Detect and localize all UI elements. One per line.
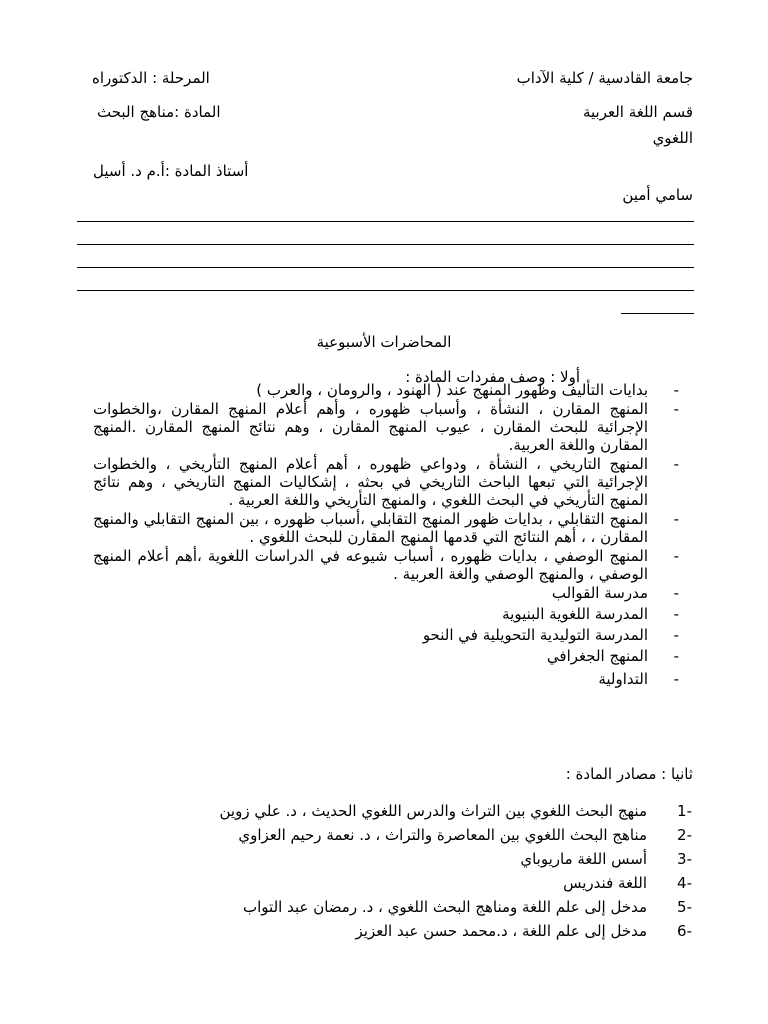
list-item bbox=[92, 919, 692, 943]
list-item bbox=[92, 871, 692, 895]
page-title: المحاضرات الأسبوعية bbox=[316, 333, 452, 351]
topics-list bbox=[93, 381, 693, 691]
list-item-text: مدخل إلى علم اللغة ومناهج البحث اللغوي ، د. رمضان عبد التواب bbox=[243, 898, 647, 916]
list-item bbox=[93, 510, 693, 546]
rule-line bbox=[77, 221, 694, 222]
section2-heading: ثانيا : مصادر المادة : bbox=[565, 765, 693, 783]
bullet-dash: - bbox=[673, 647, 679, 665]
sources-list bbox=[92, 799, 692, 943]
stage-label: المرحلة : الدكتوراه bbox=[92, 69, 210, 87]
item-number: 2- bbox=[677, 826, 692, 844]
item-number: 6- bbox=[677, 922, 692, 940]
section1-heading: أولا : وصف مفردات المادة : bbox=[405, 368, 580, 386]
list-item-text: المنهج المقارن ، النشأة ، وأسباب ظهوره ، وأهم أعلام المنهج المقارن ،والخطوات الإجرائية للبحث المقارن ، عيوب المنهج المقارن ، وهم نتائج المنهج المقارن .المنهج المقارن واللغة العربية. bbox=[93, 400, 648, 454]
department-line2: اللغوي bbox=[652, 129, 693, 147]
bullet-dash: - bbox=[673, 605, 679, 623]
list-item bbox=[92, 799, 692, 823]
rule-line bbox=[77, 267, 694, 268]
list-item bbox=[93, 400, 693, 454]
list-item bbox=[93, 381, 693, 399]
list-item-text: المنهج التاريخي ، النشأة ، ودواعي ظهوره ، أهم أعلام المنهج التأريخي ، والخطوات الإجرائية التي تبعها الباحث التاريخي في بحثه ، إشكاليات المنهج التاريخي ، وهم نتائج المنهج التأريخي في البحث اللغوي ، والمنهج التأريخي واللغة العربية . bbox=[93, 455, 648, 509]
list-item-text: مناهج البحث اللغوي بين المعاصرة والتراث ، د. نعمة رحيم العزاوي bbox=[238, 826, 647, 844]
list-item-text: المنهج الوصفي ، بدايات ظهوره ، أسباب شيوعه في الدراسات اللغوية ،أهم أعلام المنهج الوصفي ، والمنهج الوصفي والغة العربية . bbox=[93, 547, 648, 583]
item-number: 1- bbox=[677, 802, 692, 820]
list-item bbox=[92, 895, 692, 919]
list-item bbox=[92, 847, 692, 871]
list-item bbox=[93, 605, 693, 623]
list-item-text: أسس اللغة ماريوباي bbox=[520, 850, 647, 868]
bullet-dash: - bbox=[673, 626, 679, 644]
list-item-text: بدايات التأليف وظهور المنهج عند ( الهنود ، والرومان ، والعرب ) bbox=[256, 381, 648, 399]
subject-label: المادة :مناهج البحث bbox=[97, 103, 221, 121]
list-item-text: مدرسة القوالب bbox=[551, 584, 648, 602]
list-item-text: المنهج التقابلي ، بدايات ظهور المنهج التقابلي ،أسباب ظهوره ، بين المنهج التقابلي والمنهج المقارن ، ، أهم النتائج التي قدمها المنهج المقارن للبحث اللغوي . bbox=[93, 510, 648, 546]
item-number: 3- bbox=[677, 850, 692, 868]
list-item-text: اللغة فندريس bbox=[563, 874, 647, 892]
bullet-dash: - bbox=[673, 510, 679, 528]
list-item bbox=[93, 670, 693, 688]
teacher-name: سامي أمين bbox=[622, 186, 693, 204]
rule-line bbox=[77, 290, 694, 291]
list-item bbox=[92, 823, 692, 847]
list-item-text: مدخل إلى علم اللغة ، د.محمد حسن عبد العزيز bbox=[355, 922, 647, 940]
list-item-text: التداولية bbox=[598, 670, 648, 688]
rule-line-short bbox=[621, 313, 694, 314]
list-item-text: المنهج الجغرافي bbox=[546, 647, 648, 665]
list-item-text: المدرسة التوليدية التحويلية في النحو bbox=[422, 626, 648, 644]
list-item-text: منهج البحث اللغوي بين التراث والدرس اللغوي الحديث ، د. علي زوين bbox=[219, 802, 647, 820]
item-number: 4- bbox=[677, 874, 692, 892]
list-item bbox=[93, 647, 693, 665]
list-item-text: المدرسة اللغوية البنيوية bbox=[502, 605, 648, 623]
bullet-dash: - bbox=[673, 400, 679, 418]
teacher-label: أستاذ المادة :أ.م د. أسيل bbox=[93, 162, 249, 180]
bullet-dash: - bbox=[673, 455, 679, 473]
bullet-dash: - bbox=[673, 670, 679, 688]
bullet-dash: - bbox=[673, 584, 679, 602]
bullet-dash: - bbox=[673, 381, 679, 399]
list-item bbox=[93, 626, 693, 644]
item-number: 5- bbox=[677, 898, 692, 916]
list-item bbox=[93, 584, 693, 602]
rule-line bbox=[77, 244, 694, 245]
list-item bbox=[93, 455, 693, 509]
department-line1: قسم اللغة العربية bbox=[582, 103, 693, 121]
university-college: جامعة القادسية / كلية الآداب bbox=[516, 69, 693, 87]
bullet-dash: - bbox=[673, 547, 679, 565]
list-item bbox=[93, 547, 693, 583]
